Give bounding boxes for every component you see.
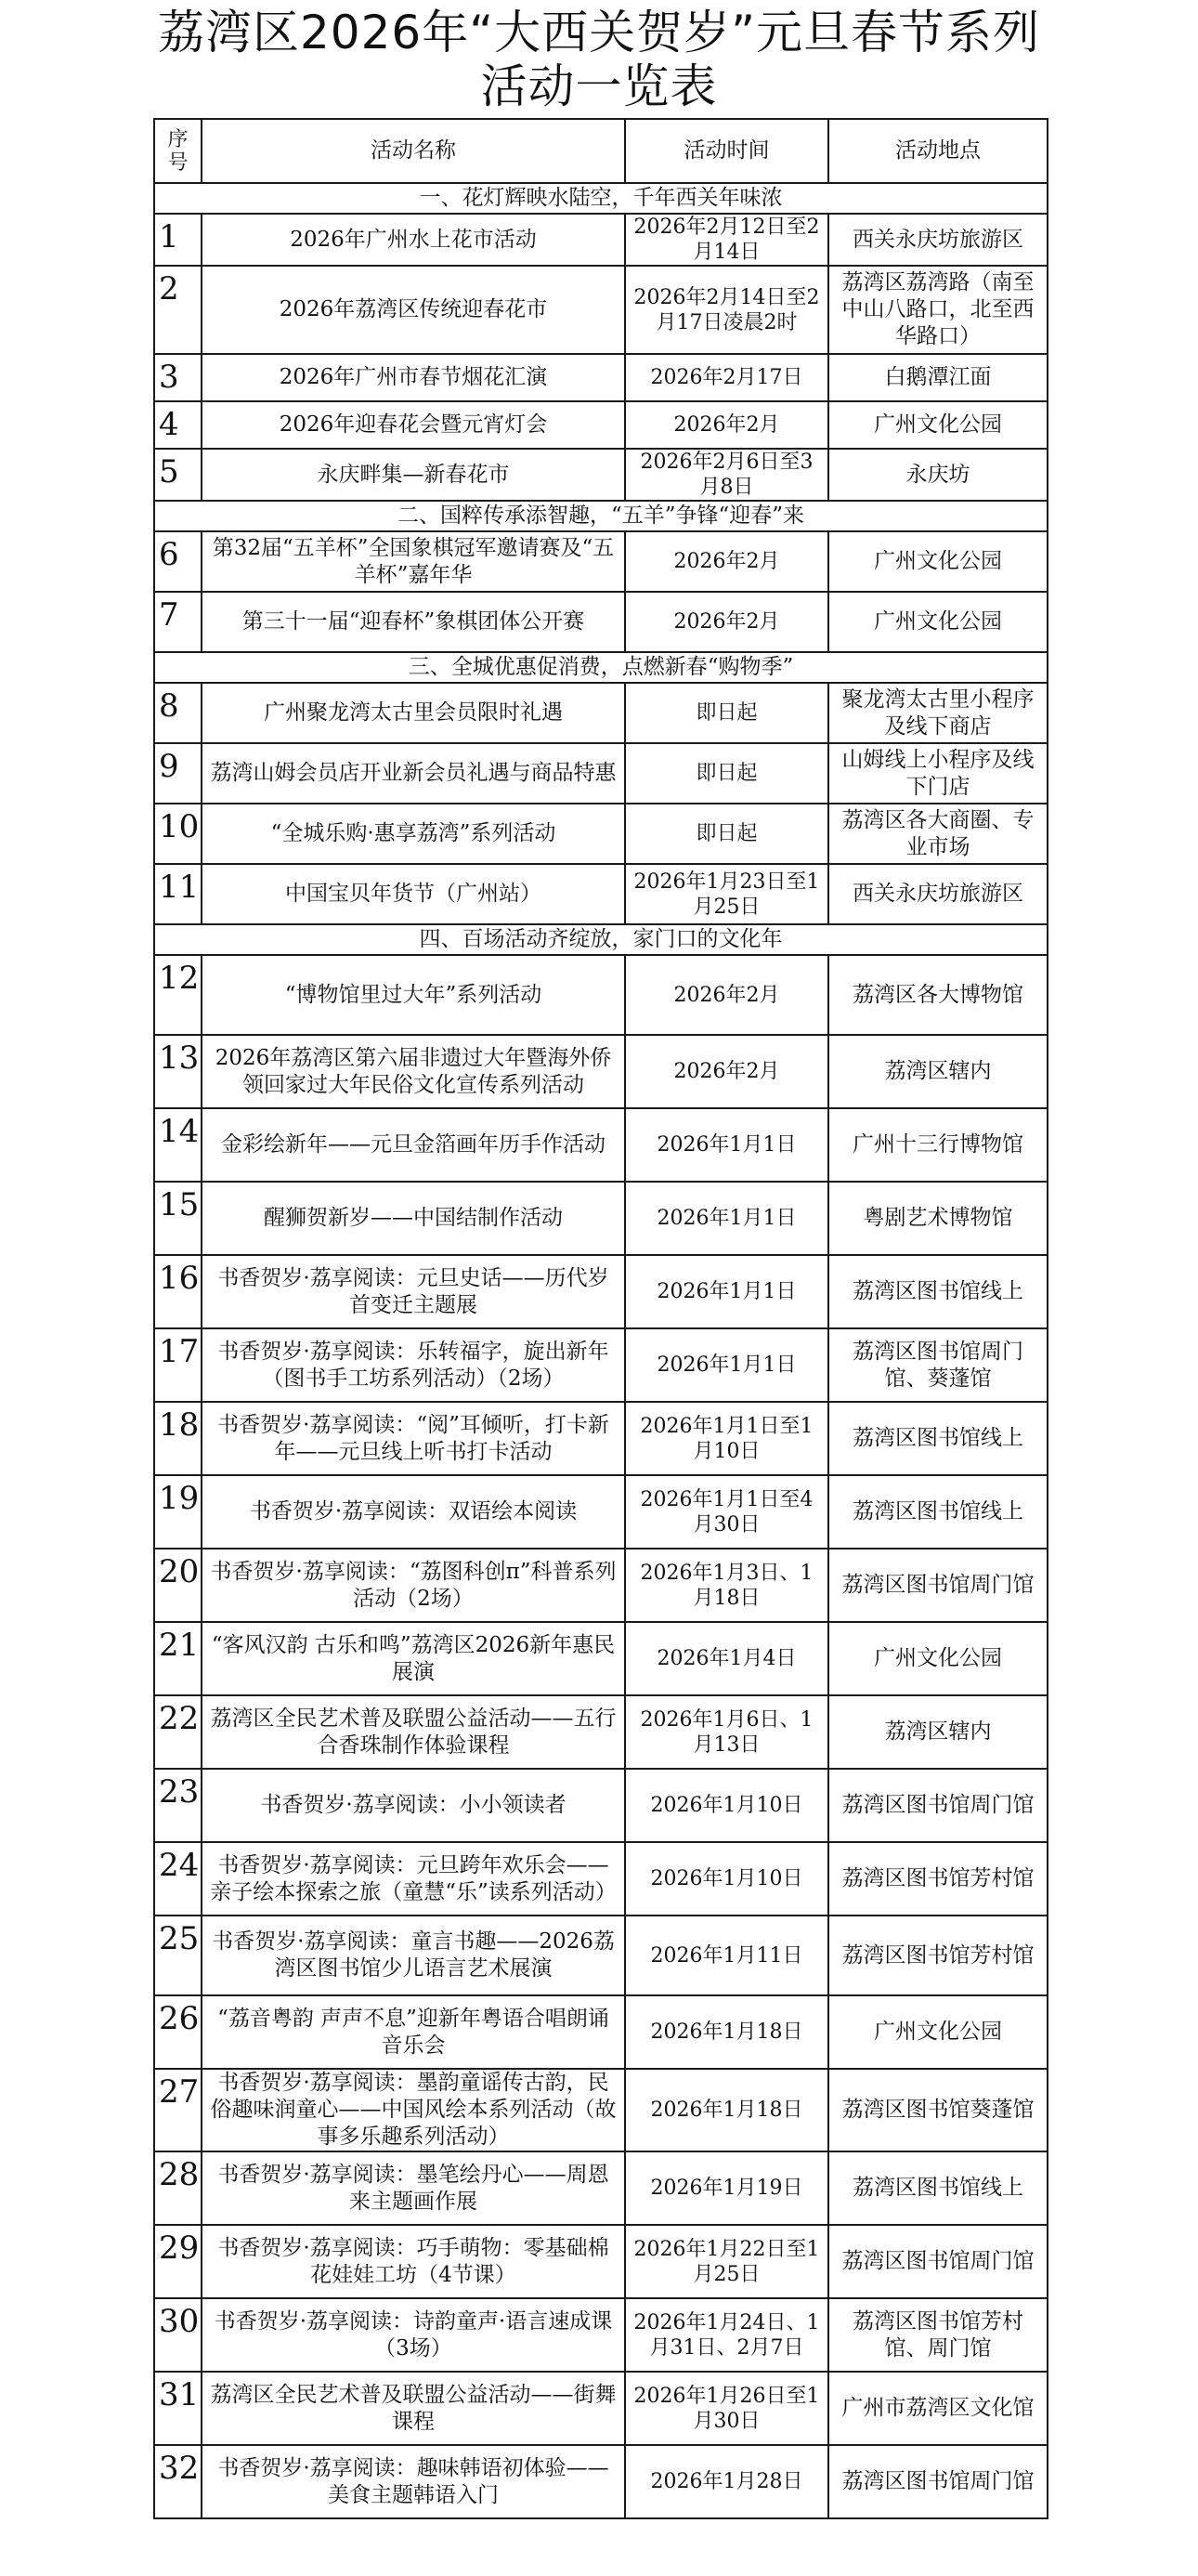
row-number: 28: [154, 2151, 202, 2225]
row-number: 11: [154, 864, 202, 924]
activity-time: 2026年1月1日: [625, 1182, 828, 1255]
activity-place: 广州文化公园: [828, 531, 1048, 592]
title-line-2: 活动一览表: [480, 59, 718, 113]
activity-name: 书香贺岁·荔享阅读：元旦跨年欢乐会——亲子绘本探索之旅（童慧“乐”读系列活动）: [202, 1842, 625, 1916]
row-number: 21: [154, 1622, 202, 1695]
activity-time: 2026年1月1日: [625, 1328, 828, 1402]
activity-time: 2026年1月1日: [625, 1108, 828, 1182]
row-number: 32: [154, 2445, 202, 2518]
table-row: [154, 743, 1048, 804]
activity-time: 2026年1月3日、1月18日: [625, 1549, 828, 1622]
row-number: 26: [154, 1995, 202, 2069]
activity-time: 2026年1月18日: [625, 1995, 828, 2069]
table-body: [154, 183, 1048, 2518]
table-row: [154, 864, 1048, 924]
activity-name: 书香贺岁·荔享阅读：乐转福字，旋出新年（图书手工坊系列活动）（2场）: [202, 1328, 625, 1402]
activity-name: 荔湾区全民艺术普及联盟公益活动——五行合香珠制作体验课程: [202, 1695, 625, 1769]
activity-name: 广州聚龙湾太古里会员限时礼遇: [202, 683, 625, 743]
activity-time: 2026年1月1日: [625, 1255, 828, 1328]
row-number: 14: [154, 1108, 202, 1182]
activity-time: 即日起: [625, 804, 828, 864]
row-number: 25: [154, 1916, 202, 1995]
table-row: [154, 2069, 1048, 2151]
activity-name: “博物馆里过大年”系列活动: [202, 955, 625, 1035]
activity-time: 2026年1月18日: [625, 2069, 828, 2151]
activity-time: 2026年1月4日: [625, 1622, 828, 1695]
table-row: [154, 1769, 1048, 1842]
row-number: 7: [154, 592, 202, 652]
table-row: [154, 1475, 1048, 1549]
table-row: [154, 2151, 1048, 2225]
section-title: 二、国粹传承添智趣，“五羊”争锋“迎春”来: [154, 501, 1048, 531]
table-row: [154, 1916, 1048, 1995]
activity-place: 荔湾区图书馆芳村馆: [828, 1842, 1048, 1916]
activity-time: 2026年1月10日: [625, 1769, 828, 1842]
table-row: [154, 2225, 1048, 2298]
activity-place: 荔湾区各大商圈、专业市场: [828, 804, 1048, 864]
activity-name: 2026年广州市春节烟花汇演: [202, 354, 625, 401]
section-row: [154, 652, 1048, 683]
activity-place: 荔湾区各大博物馆: [828, 955, 1048, 1035]
row-number: 24: [154, 1842, 202, 1916]
activity-time: 2026年2月: [625, 955, 828, 1035]
table-row: [154, 1549, 1048, 1622]
activity-name: 书香贺岁·荔享阅读：童言书趣——2026荔湾区图书馆少儿语言艺术展演: [202, 1916, 625, 1995]
activity-time: 2026年2月12日至2月14日: [625, 214, 828, 266]
table-row: [154, 266, 1048, 354]
section-row: [154, 501, 1048, 531]
activity-name: 书香贺岁·荔享阅读：元旦史话——历代岁首变迁主题展: [202, 1255, 625, 1328]
row-number: 13: [154, 1035, 202, 1108]
activity-name: “荔音粤韵 声声不息”迎新年粤语合唱朗诵音乐会: [202, 1995, 625, 2069]
activity-place: 荔湾区荔湾路（南至中山八路口，北至西华路口）: [828, 266, 1048, 354]
activity-place: 荔湾区图书馆线上: [828, 1402, 1048, 1475]
activity-place: 荔湾区辖内: [828, 1035, 1048, 1108]
activity-name: “客风汉韵 古乐和鸣”荔湾区2026新年惠民展演: [202, 1622, 625, 1695]
activity-name: 醒狮贺新岁——中国结制作活动: [202, 1182, 625, 1255]
activity-place: 荔湾区图书馆周门馆: [828, 1769, 1048, 1842]
activity-place: 广州市荔湾区文化馆: [828, 2372, 1048, 2445]
activity-place: 广州文化公园: [828, 1622, 1048, 1695]
page-title: [0, 6, 1198, 113]
activity-time: 2026年1月10日: [625, 1842, 828, 1916]
activity-time: 2026年2月17日: [625, 354, 828, 401]
row-number: 1: [154, 214, 202, 266]
row-number: 17: [154, 1328, 202, 1402]
activity-time: 2026年1月28日: [625, 2445, 828, 2518]
row-number: 3: [154, 354, 202, 401]
activity-place: 荔湾区图书馆线上: [828, 2151, 1048, 2225]
table-row: [154, 2372, 1048, 2445]
activity-time: 即日起: [625, 683, 828, 743]
activity-time: 2026年2月: [625, 401, 828, 449]
row-number: 19: [154, 1475, 202, 1549]
activity-name: 书香贺岁·荔享阅读：墨笔绘丹心——周恩来主题画作展: [202, 2151, 625, 2225]
activity-place: 荔湾区图书馆周门馆: [828, 1549, 1048, 1622]
activity-place: 粤剧艺术博物馆: [828, 1182, 1048, 1255]
activity-place: 荔湾区图书馆芳村馆: [828, 1916, 1048, 1995]
row-number: 31: [154, 2372, 202, 2445]
row-number: 12: [154, 955, 202, 1035]
activity-time: 2026年1月22日至1月25日: [625, 2225, 828, 2298]
activity-place: 永庆坊: [828, 449, 1048, 501]
table-row: [154, 401, 1048, 449]
activity-name: 书香贺岁·荔享阅读：“荔图科创π”科普系列活动（2场）: [202, 1549, 625, 1622]
activity-name: 2026年迎春花会暨元宵灯会: [202, 401, 625, 449]
activity-place: 广州文化公园: [828, 592, 1048, 652]
row-number: 23: [154, 1769, 202, 1842]
activity-place: 荔湾区图书馆周门馆、葵蓬馆: [828, 1328, 1048, 1402]
table-row: [154, 531, 1048, 592]
activity-place: 荔湾区辖内: [828, 1695, 1048, 1769]
table-row: [154, 1108, 1048, 1182]
activity-place: 广州文化公园: [828, 1995, 1048, 2069]
section-row: [154, 924, 1048, 955]
activity-time: 2026年1月1日至4月30日: [625, 1475, 828, 1549]
table-row: [154, 1182, 1048, 1255]
header-name: 活动名称: [202, 119, 625, 183]
table-row: [154, 354, 1048, 401]
row-number: 27: [154, 2069, 202, 2151]
activity-place: 西关永庆坊旅游区: [828, 214, 1048, 266]
activity-name: 2026年广州水上花市活动: [202, 214, 625, 266]
activity-place: 山姆线上小程序及线下门店: [828, 743, 1048, 804]
row-number: 5: [154, 449, 202, 501]
table-row: [154, 1402, 1048, 1475]
table-row: [154, 214, 1048, 266]
activity-name: 荔湾山姆会员店开业新会员礼遇与商品特惠: [202, 743, 625, 804]
activity-name: 书香贺岁·荔享阅读：小小领读者: [202, 1769, 625, 1842]
activity-time: 2026年2月: [625, 1035, 828, 1108]
section-title: 四、百场活动齐绽放，家门口的文化年: [154, 924, 1048, 955]
section-row: [154, 183, 1048, 214]
activity-name: 书香贺岁·荔享阅读：诗韵童声·语言速成课（3场）: [202, 2298, 625, 2372]
table-row: [154, 1328, 1048, 1402]
activity-time: 即日起: [625, 743, 828, 804]
table-row: [154, 1995, 1048, 2069]
activity-place: 广州十三行博物馆: [828, 1108, 1048, 1182]
activity-time: 2026年1月11日: [625, 1916, 828, 1995]
table-row: [154, 804, 1048, 864]
activity-name: 书香贺岁·荔享阅读：趣味韩语初体验——美食主题韩语入门: [202, 2445, 625, 2518]
activity-name: 荔湾区全民艺术普及联盟公益活动——街舞课程: [202, 2372, 625, 2445]
header-no: 序号: [154, 119, 202, 183]
row-number: 2: [154, 266, 202, 354]
activity-name: 金彩绘新年——元旦金箔画年历手作活动: [202, 1108, 625, 1182]
activity-name: 2026年荔湾区第六届非遗过大年暨海外侨领回家过大年民俗文化宣传系列活动: [202, 1035, 625, 1108]
activity-time: 2026年2月14日至2月17日凌晨2时: [625, 266, 828, 354]
activity-place: 广州文化公园: [828, 401, 1048, 449]
table-row: [154, 592, 1048, 652]
table-header-row: [154, 119, 1048, 183]
activity-place: 荔湾区图书馆周门馆: [828, 2225, 1048, 2298]
activity-time: 2026年1月6日、1月13日: [625, 1695, 828, 1769]
table-row: [154, 1622, 1048, 1695]
activity-time: 2026年1月1日至1月10日: [625, 1402, 828, 1475]
row-number: 15: [154, 1182, 202, 1255]
row-number: 9: [154, 743, 202, 804]
row-number: 29: [154, 2225, 202, 2298]
activity-name: 书香贺岁·荔享阅读：墨韵童谣传古韵，民俗趣味润童心——中国风绘本系列活动（故事多乐趣系列活动）: [202, 2069, 625, 2151]
activity-table: [153, 118, 1048, 2519]
activity-time: 2026年1月19日: [625, 2151, 828, 2225]
activity-name: 中国宝贝年货节（广州站）: [202, 864, 625, 924]
row-number: 16: [154, 1255, 202, 1328]
table-row: [154, 2298, 1048, 2372]
activity-name: 第三十一届“迎春杯”象棋团体公开赛: [202, 592, 625, 652]
row-number: 20: [154, 1549, 202, 1622]
activity-time: 2026年2月6日至3月8日: [625, 449, 828, 501]
activity-time: 2026年2月: [625, 531, 828, 592]
activity-name: 书香贺岁·荔享阅读：巧手萌物：零基础棉花娃娃工坊（4节课）: [202, 2225, 625, 2298]
activity-time: 2026年1月23日至1月25日: [625, 864, 828, 924]
section-title: 一、花灯辉映水陆空，千年西关年味浓: [154, 183, 1048, 214]
activity-place: 白鹅潭江面: [828, 354, 1048, 401]
row-number: 10: [154, 804, 202, 864]
table-row: [154, 1695, 1048, 1769]
table-row: [154, 2445, 1048, 2518]
activity-place: 荔湾区图书馆葵蓬馆: [828, 2069, 1048, 2151]
activity-place: 荔湾区图书馆线上: [828, 1255, 1048, 1328]
row-number: 30: [154, 2298, 202, 2372]
table-row: [154, 955, 1048, 1035]
table-row: [154, 1842, 1048, 1916]
row-number: 6: [154, 531, 202, 592]
table-row: [154, 683, 1048, 743]
activity-name: 第32届“五羊杯”全国象棋冠军邀请赛及“五羊杯”嘉年华: [202, 531, 625, 592]
activity-name: “全城乐购·惠享荔湾”系列活动: [202, 804, 625, 864]
activity-name: 书香贺岁·荔享阅读：双语绘本阅读: [202, 1475, 625, 1549]
activity-name: 永庆畔集—新春花市: [202, 449, 625, 501]
activity-time: 2026年1月26日至1月30日: [625, 2372, 828, 2445]
table-row: [154, 1255, 1048, 1328]
activity-place: 西关永庆坊旅游区: [828, 864, 1048, 924]
activity-name: 2026年荔湾区传统迎春花市: [202, 266, 625, 354]
row-number: 18: [154, 1402, 202, 1475]
header-time: 活动时间: [625, 119, 828, 183]
activity-place: 荔湾区图书馆线上: [828, 1475, 1048, 1549]
row-number: 22: [154, 1695, 202, 1769]
table-row: [154, 1035, 1048, 1108]
header-place: 活动地点: [828, 119, 1048, 183]
activity-name: 书香贺岁·荔享阅读：“阅”耳倾听，打卡新年——元旦线上听书打卡活动: [202, 1402, 625, 1475]
table-row: [154, 449, 1048, 501]
activity-place: 荔湾区图书馆周门馆: [828, 2445, 1048, 2518]
section-title: 三、全城优惠促消费，点燃新春“购物季”: [154, 652, 1048, 683]
activity-place: 荔湾区图书馆芳村馆、周门馆: [828, 2298, 1048, 2372]
activity-place: 聚龙湾太古里小程序及线下商店: [828, 683, 1048, 743]
title-line-1: 荔湾区2026年“大西关贺岁”元旦春节系列: [157, 6, 1041, 59]
row-number: 4: [154, 401, 202, 449]
activity-time: 2026年2月: [625, 592, 828, 652]
activity-time: 2026年1月24日、1月31日、2月7日: [625, 2298, 828, 2372]
row-number: 8: [154, 683, 202, 743]
